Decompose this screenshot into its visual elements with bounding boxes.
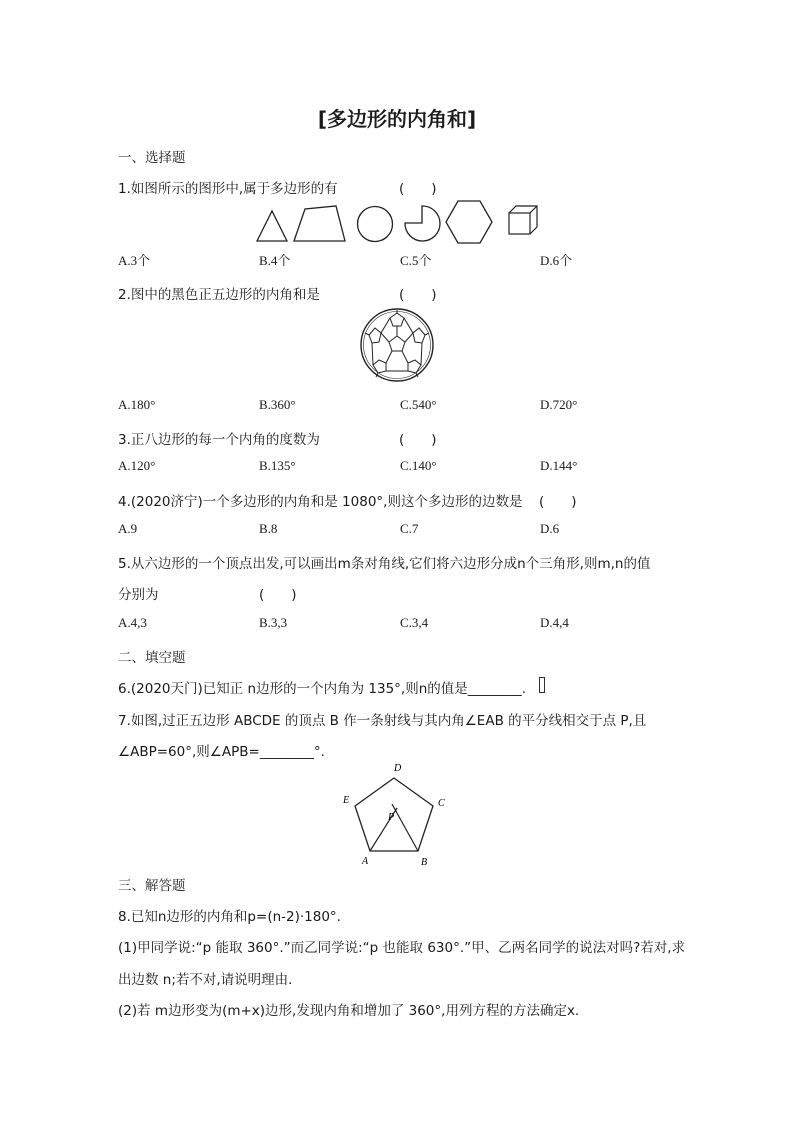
q3-option-d: D.144°	[540, 458, 578, 473]
triangle-shape	[257, 211, 287, 241]
label-a: A	[362, 856, 369, 867]
soccer-ball-figure	[359, 307, 435, 383]
q3-option-c: C.140°	[400, 458, 437, 473]
question-1-answer-blank: ( )	[399, 181, 437, 197]
q3-option-a: A.120°	[118, 458, 156, 473]
question-5-answer-blank: ( )	[259, 587, 297, 603]
q4-option-b: B.8	[259, 521, 278, 536]
question-5-text-line2: 分别为	[118, 587, 159, 603]
question-2-text: 2.图中的黑色正五边形的内角和是	[118, 287, 320, 303]
question-3-answer-blank: ( )	[399, 432, 437, 448]
hexagon-shape	[446, 201, 492, 243]
sector-shape	[405, 206, 440, 241]
q4-option-d: D.6	[540, 521, 560, 536]
question-7-text-line1: 7.如图,过正五边形 ABCDE 的顶点 B 作一条射线与其内角∠EAB 的平分线相交于点 P,且	[118, 713, 647, 729]
q1-option-a: A.3个	[118, 253, 151, 268]
section-heading-answer: 三、解答题	[118, 878, 186, 894]
question-8-text-line2: (1)甲同学说:“p 能取 360°.”而乙同学说:“p 也能取 630°.”甲、乙两名同学的说法对吗?若对,求	[118, 940, 686, 956]
q2-option-c: C.540°	[400, 397, 437, 412]
trapezoid-shape	[294, 206, 345, 241]
text-cursor-marker	[539, 677, 545, 693]
question-5-text-line1: 5.从六边形的一个顶点出发,可以画出m条对角线,它们将六边形分成n个三角形,则m,n的值	[118, 556, 651, 572]
question-2-answer-blank: ( )	[399, 287, 437, 303]
q1-option-c: C.5个	[400, 253, 432, 268]
section-heading-choice: 一、选择题	[118, 150, 186, 166]
question-3-text: 3.正八边形的每一个内角的度数为	[118, 432, 320, 448]
section-heading-fill: 二、填空题	[118, 650, 186, 666]
label-c: C	[438, 798, 445, 809]
q4-option-c: C.7	[400, 521, 419, 536]
q1-option-d: D.6个	[540, 253, 573, 268]
ray-bp	[392, 804, 418, 851]
circle-shape	[358, 207, 393, 242]
shapes-figure	[250, 198, 550, 246]
q2-option-b: B.360°	[259, 397, 296, 412]
label-d: D	[394, 763, 402, 774]
page-title: [多边形的内角和]	[317, 107, 477, 131]
q5-option-c: C.3,4	[400, 615, 429, 630]
q4-option-a: A.9	[118, 521, 138, 536]
q2-option-d: D.720°	[540, 397, 578, 412]
question-8-text-line1: 8.已知n边形的内角和p=(n-2)·180°.	[118, 909, 341, 925]
question-7-text-line2: ∠ABP=60°,则∠APB=________°.	[118, 744, 325, 760]
q3-option-b: B.135°	[259, 458, 296, 473]
question-8-text-line3: 出边数 n;若不对,请说明理由.	[118, 972, 293, 988]
q5-option-b: B.3,3	[259, 615, 288, 630]
q2-option-a: A.180°	[118, 397, 156, 412]
label-b: B	[421, 857, 428, 868]
question-6-text: 6.(2020天门)已知正 n边形的一个内角为 135°,则n的值是________.	[118, 681, 527, 697]
label-p: P	[388, 812, 395, 823]
question-4-text: 4.(2020济宁)一个多边形的内角和是 1080°,则这个多边形的边数是	[118, 494, 523, 510]
label-e: E	[343, 795, 350, 806]
question-8-text-line4: (2)若 m边形变为(m+x)边形,发现内角和增加了 360°,用列方程的方法确定x.	[118, 1003, 580, 1019]
question-1-text: 1.如图所示的图形中,属于多边形的有	[118, 181, 338, 197]
q5-option-d: D.4,4	[540, 615, 569, 630]
cube-shape	[509, 206, 537, 234]
question-4-answer-blank: ( )	[539, 494, 577, 510]
pentagon-figure	[338, 758, 458, 870]
q5-option-a: A.4,3	[118, 615, 147, 630]
q1-option-b: B.4个	[259, 253, 291, 268]
